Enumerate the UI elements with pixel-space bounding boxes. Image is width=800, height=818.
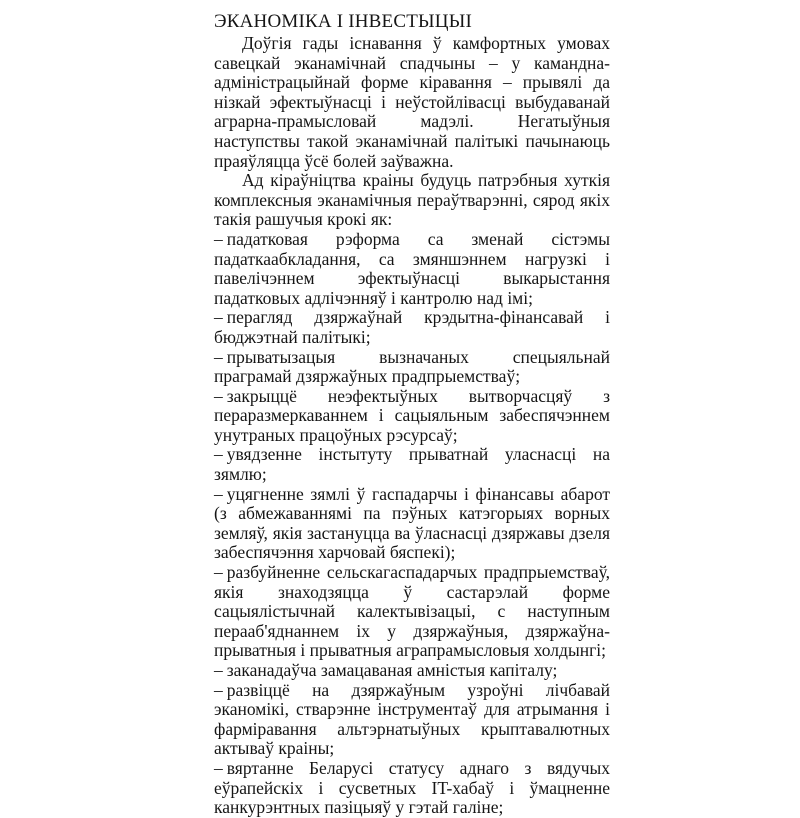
list-dash: –: [214, 679, 223, 700]
list-item-text: вяртанне Беларусі статусу аднаго з вядучых еўрапейскіх і сусветных IT-хабаў і ўмацненне канкурэнтных пазіцыяў у гэтай галіне;: [214, 757, 610, 818]
list-dash: –: [214, 385, 223, 406]
list-item: [214, 485, 610, 563]
list-item: [214, 348, 610, 387]
list-item: [214, 308, 610, 347]
document-page: [214, 10, 610, 818]
list-item-text: заканадаўча замацаваная амністыя капіталу;: [226, 660, 558, 680]
reform-list: [214, 230, 610, 818]
list-item-text: падатковая рэформа са зменай сістэмы падаткаабкладання, са змяншэннем нагрузкі і павелічэннем эфектыўнасці выкарыстання падатковых адлічэнняў і кантролю над імі;: [214, 228, 610, 308]
list-item-text: уцягненне зямлі ў гаспадарчы і фінансавы абарот (з абмежаваннямі па пэўных катэгорыях ворных земляў, якія застануцца ва ўласнасці дзяржавы дзеля забеспячэння харчовай бяспекі);: [214, 483, 610, 563]
list-dash: –: [214, 346, 223, 367]
list-item-text: перагляд дзяржаўнай крэдытна-фінансавай і бюджэтнай палітыкі;: [214, 307, 610, 347]
list-dash: –: [214, 444, 223, 465]
list-dash: –: [214, 228, 223, 249]
list-item-text: закрыццё неэфектыўных вытворчасцяў з пераразмеркаваннем і сацыяльным забеспячэннем унутраных працоўных рэсурсаў;: [214, 385, 610, 445]
list-item: [214, 230, 610, 308]
page-title: ЭКАНОМІКА І ІНВЕСТЫЦЫІ: [214, 11, 473, 32]
list-item: [214, 759, 610, 818]
list-item-text: развіццё на дзяржаўным узроўні лічбавай эканомікі, стварэнне інструментаў для атрымання і фарміравання альтэрнатыўных крыптавалютных актываў краіны;: [214, 679, 610, 759]
list-dash: –: [214, 757, 223, 778]
list-item: [214, 681, 610, 759]
reform-intro-paragraph: Ад кіраўніцтва краіны будуць патрэбныя хуткія комплексныя эканамічныя пераўтварэнні, сярод якіх такія рашучыя крокі як:: [214, 170, 610, 230]
list-dash: –: [214, 307, 223, 328]
list-item: [214, 387, 610, 446]
intro-paragraph: Доўгія гады існавання ў камфортных умовах савецкай эканамічнай спадчыны – у каманднa-адміністрацыйнай форме кіравання – прывялі да нізкай эфектыўнасці і неўстойлівасці выбудаванай аграрна-прамысловай мадэлі. Негатыўныя наступствы такой эканамічнай палітыкі пачынаюць праяўляцца ўсё болей заўважна.: [214, 33, 610, 171]
list-dash: –: [214, 660, 223, 680]
list-item-text: прыватызацыя вызначаных спецыяльнай праграмай дзяржаўных прадпрыемстваў;: [214, 346, 610, 387]
list-item: [214, 661, 610, 681]
list-dash: –: [214, 562, 223, 583]
list-dash: –: [214, 483, 223, 504]
list-item: [214, 563, 610, 661]
list-item-text: разбуйненне сельскагаспадарчых прадпрыемстваў, якія знаходзяцца ў састарэлай форме сацыялістычнай калектывізацыі, с наступным перааб'яднаннем іх у дзяржаўныя, дзяржаўна-прыватныя і прыватныя аграпрамысловыя холдынгі;: [214, 562, 610, 661]
list-item: [214, 445, 610, 484]
list-item-text: увядзенне інстытуту прыватнай уласнасці на зямлю;: [214, 444, 610, 485]
